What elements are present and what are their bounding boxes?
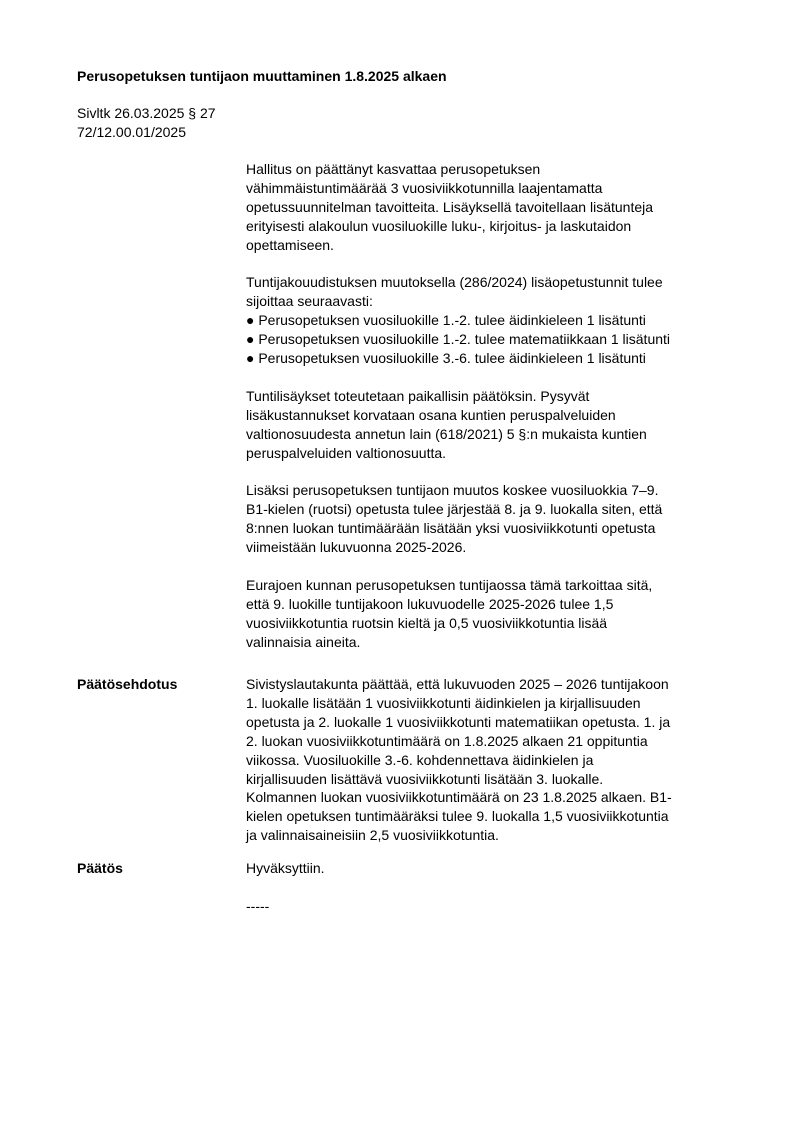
paragraph-line: valtionosuudesta annetun lain (618/2021) 5 §:n mukaista kuntien	[246, 425, 647, 442]
proposal-label: Päätösehdotus	[77, 676, 178, 692]
paragraph-line: vähimmäistuntimäärää 3 vuosiviikkotunnilla laajentamatta	[246, 179, 603, 196]
document-meta	[77, 104, 216, 142]
paragraph-line: viimeistään lukuvuonna 2025-2026.	[246, 539, 467, 556]
proposal-line: ja valinnaisaineisiin 2,5 vuosiviikkotuntia.	[246, 827, 499, 844]
paragraph-line: opetussuunnitelman tavoitteita. Lisäyksellä tavoitellaan lisätunteja	[246, 198, 654, 215]
bullet-item: ● Perusopetuksen vuosiluokille 3.-6. tulee äidinkieleen 1 lisätunti	[246, 350, 646, 367]
bullet-item: ● Perusopetuksen vuosiluokille 1.-2. tulee matematiikkaan 1 lisätunti	[246, 331, 671, 348]
proposal-line: kirjallisuuden lisättävä vuosiviikkotunti lisätään 3. luokalle.	[246, 770, 604, 787]
proposal-line: kielen opetuksen tuntimääräksi tulee 9. luokalla 1,5 vuosiviikkotuntia	[246, 808, 669, 825]
paragraph-line: peruspalveluiden valtionosuutta.	[246, 444, 447, 461]
paragraph-funding	[246, 387, 716, 463]
paragraph-b1-language	[246, 481, 716, 557]
paragraph-line: Eurajoen kunnan perusopetuksen tuntijaossa tämä tarkoittaa sitä,	[246, 576, 653, 593]
decision-result: Hyväksyttiin.	[246, 860, 325, 876]
paragraph-line: erityisesti alakoulun vuosiluokille luku-, kirjoitus- ja laskutaidon	[246, 217, 632, 234]
separator-line: -----	[246, 897, 270, 914]
paragraph-background	[246, 160, 716, 255]
paragraph-eurajoki	[246, 576, 716, 652]
paragraph-line: opettamiseen.	[246, 236, 334, 253]
proposal-line: opetusta ja 2. luokalle 1 vuosiviikkotunti matematiikan opetusta. 1. ja	[246, 713, 671, 730]
paragraph-line: Tuntijakouudistuksen muutoksella (286/2024) lisäopetustunnit tulee	[246, 274, 663, 291]
document-body	[246, 160, 716, 670]
paragraph-line: lisäkustannukset korvataan osana kuntien peruspalveluiden	[246, 406, 616, 423]
paragraph-line: sijoittaa seuraavasti:	[246, 293, 373, 310]
paragraph-line: että 9. luokille tuntijakoon lukuvuodelle 2025-2026 tulee 1,5	[246, 595, 614, 612]
paragraph-line: Lisäksi perusopetuksen tuntijaon muutos koskee vuosiluokkia 7–9.	[246, 482, 659, 499]
paragraph-line: B1-kielen (ruotsi) opetusta tulee järjestää 8. ja 9. luokalla siten, että	[246, 501, 663, 518]
proposal-line: 1. luokalle lisätään 1 vuosiviikkotunti äidinkielen ja kirjallisuuden	[246, 694, 641, 711]
decision-label: Päätös	[77, 860, 123, 876]
proposal-line: Sivistyslautakunta päättää, että lukuvuoden 2025 – 2026 tuntijakoon	[246, 676, 669, 692]
paragraph-allocation	[246, 273, 716, 368]
decision-gap	[246, 878, 741, 897]
paragraph-line: Tuntilisäykset toteutetaan paikallisin päätöksin. Pysyvät	[246, 387, 590, 404]
paragraph-line: vuosiviikkotuntia ruotsin kieltä ja 0,5 vuosiviikkotuntia lisää	[246, 614, 608, 631]
paragraph-line: 8:nnen luokan tuntimäärään lisätään yksi vuosiviikkotunti opetusta	[246, 520, 656, 537]
decision-text	[246, 859, 741, 916]
proposal-line: viikossa. Vuosiluokille 3.-6. kohdennettava äidinkielen ja	[246, 751, 594, 768]
record-number: 72/12.00.01/2025	[77, 124, 186, 140]
paragraph-line: valinnaisia aineita.	[246, 633, 361, 650]
meeting-reference: Sivltk 26.03.2025 § 27	[77, 105, 216, 121]
bullet-item: ● Perusopetuksen vuosiluokille 1.-2. tulee äidinkieleen 1 lisätunti	[246, 312, 646, 329]
proposal-line: Kolmannen luokan vuosiviikkotuntimäärä on 23 1.8.2025 alkaen. B1-	[246, 789, 672, 806]
proposal-line: 2. luokan vuosiviikkotuntimäärä on 1.8.2025 alkaen 21 oppituntia	[246, 732, 648, 749]
document-title: Perusopetuksen tuntijaon muuttaminen 1.8.2025 alkaen	[77, 68, 447, 84]
paragraph-line: Hallitus on päättänyt kasvattaa perusopetuksen	[246, 161, 541, 177]
proposal-text	[246, 675, 741, 845]
